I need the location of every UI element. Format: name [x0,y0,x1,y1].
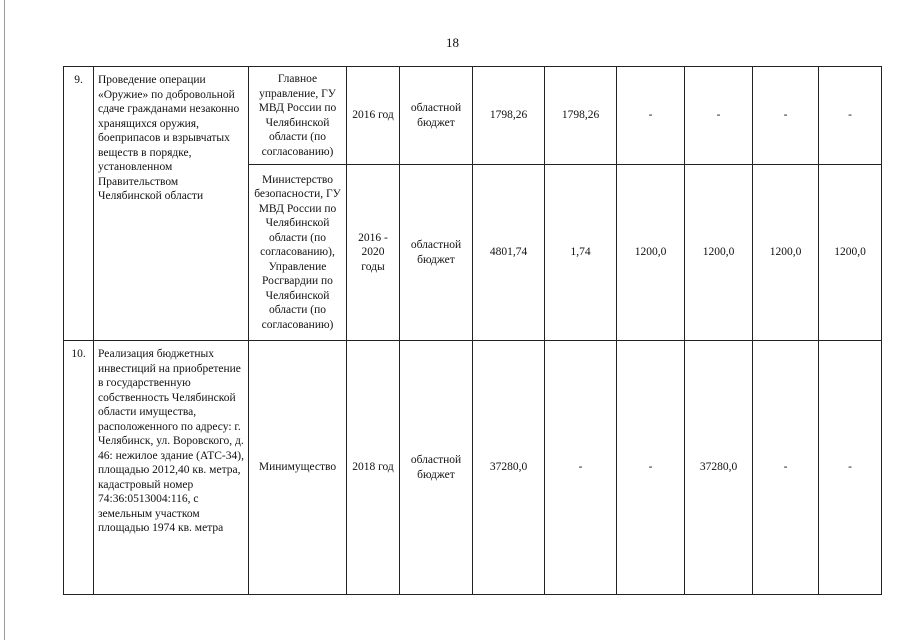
value-2017: - [617,341,685,595]
period-cell: 2018 год [347,341,400,595]
executor-cell: Главное управление, ГУ МВД России по Челябинской области (по согласованию) [249,67,347,165]
source-cell: областной бюджет [400,341,473,595]
period-cell: 2016 - 2020 годы [347,165,400,341]
value-2019: - [753,341,819,595]
value-2017: 1200,0 [617,165,685,341]
period-cell: 2016 год [347,67,400,165]
page-number: 18 [446,35,459,50]
source-cell: областной бюджет [400,165,473,341]
measure-name: Реализация бюджетных инвестиций на приобретение в государственную собственность Челябинской области имущества, расположенного по адресу: г. Челябинск, ул. Воровского, д. 46: нежилое здание (АТС-34), площадью 2012,40 кв. метра, кадастровый номер 74:36:0513004:116, с земельным участком площадью 1974 кв. метра [94,341,249,595]
value-total: 37280,0 [473,341,545,595]
value-2016: - [545,341,617,595]
value-2020: - [819,341,882,595]
value-2019: - [753,67,819,165]
value-2018: 37280,0 [685,341,753,595]
value-2018: 1200,0 [685,165,753,341]
value-2020: 1200,0 [819,165,882,341]
executor-cell: Министерство безопасности, ГУ МВД России по Челябинской области (по согласованию), Управление Росгвардии по Челябинской области (по согласованию) [249,165,347,341]
source-cell: областной бюджет [400,67,473,165]
value-2018: - [685,67,753,165]
value-total: 4801,74 [473,165,545,341]
table-row [64,341,882,595]
program-table [63,66,882,595]
executor-cell: Минимущество [249,341,347,595]
row-number: 9. [64,67,94,341]
value-2016: 1,74 [545,165,617,341]
value-2020: - [819,67,882,165]
table-row [64,67,882,165]
value-2017: - [617,67,685,165]
value-total: 1798,26 [473,67,545,165]
value-2019: 1200,0 [753,165,819,341]
value-2016: 1798,26 [545,67,617,165]
measure-name: Проведение операции «Оружие» по добровольной сдаче гражданами незаконно хранящихся оружия, боеприпасов и взрывчатых веществ в порядке, установленном Правительством Челябинской области [94,67,249,341]
page-left-edge [4,0,5,640]
row-number: 10. [64,341,94,595]
